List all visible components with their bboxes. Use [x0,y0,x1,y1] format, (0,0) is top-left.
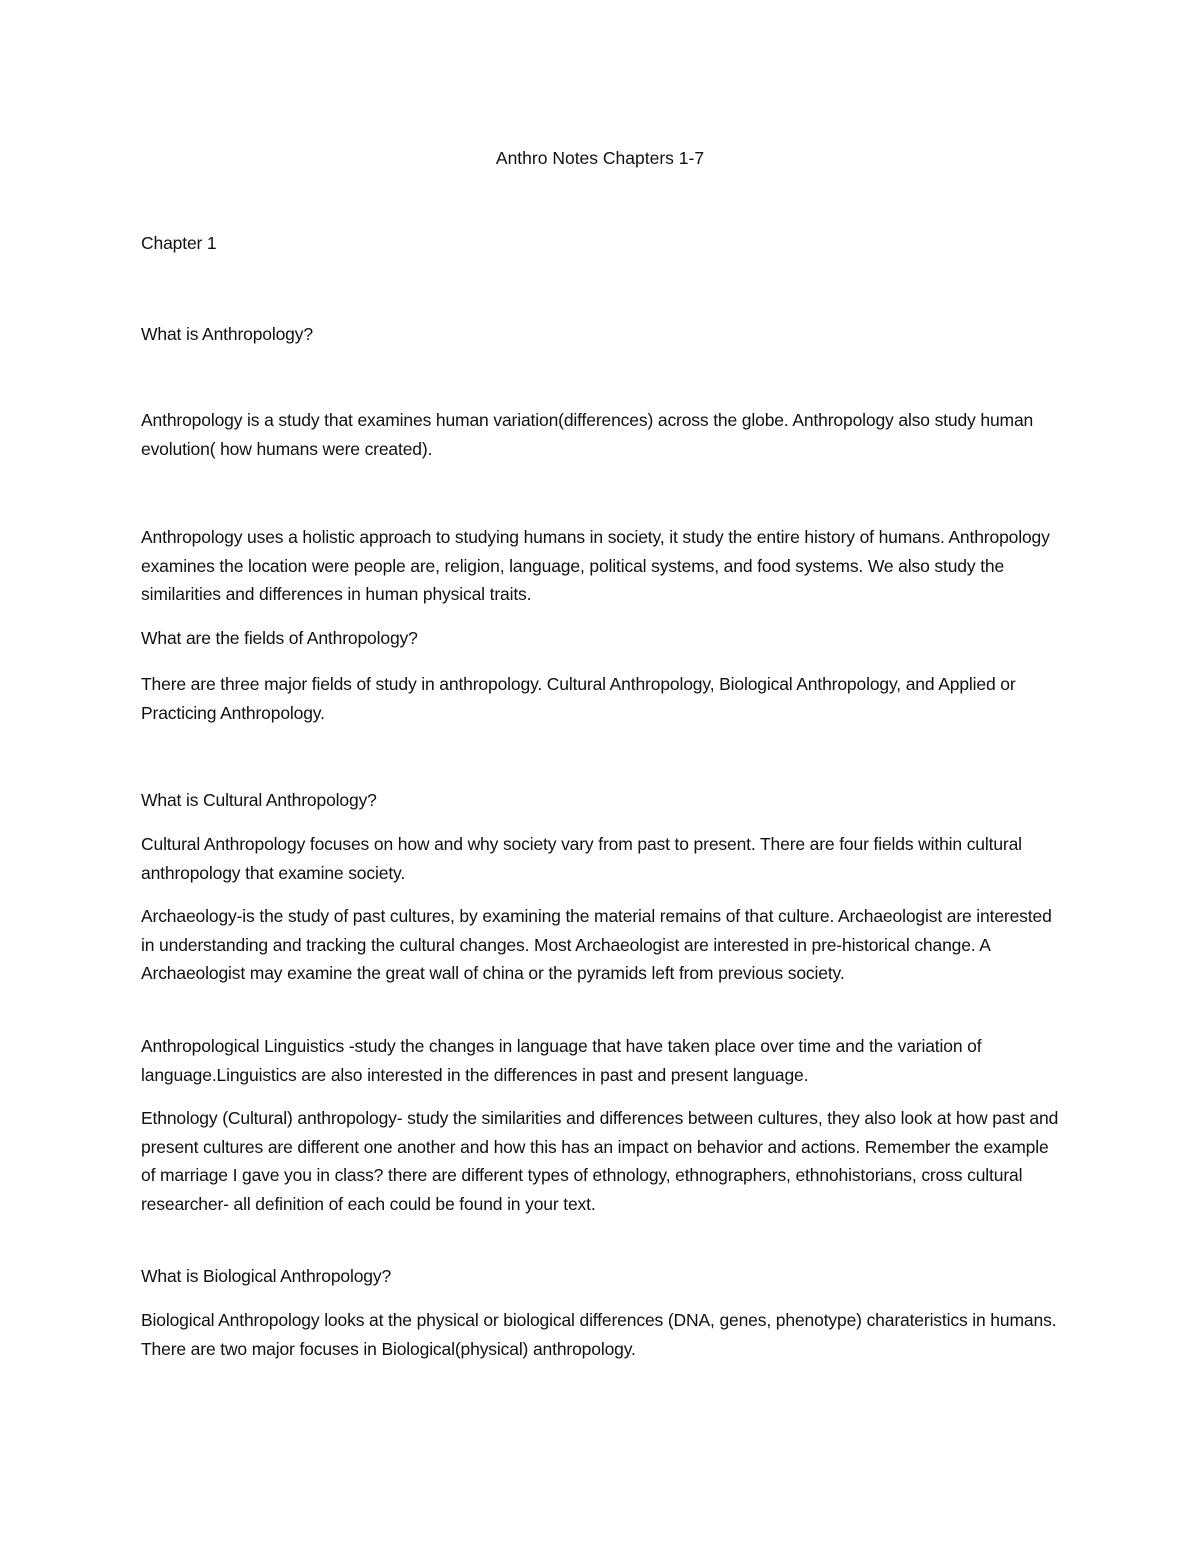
chapter-heading: Chapter 1 [141,233,217,253]
document-title: Anthro Notes Chapters 1-7 [495,148,705,168]
paragraph-biological-anthropology: Biological Anthropology looks at the physical or biological differences (DNA, genes, phenotype) charateristics in humans. There are two major focuses in Biological(physical) anthropology. [141,1310,1057,1359]
paragraph-archaeology: Archaeology-is the study of past cultures, by examining the material remains of that culture. Archaeologist are interested in understanding and tracking the cultural changes. Most Archaeologist are interested in pre-historical change. A Archaeologist may examine the great wall of china or the pyramids left from previous society. [141,906,1052,983]
question-biological-anthropology: What is Biological Anthropology? [141,1266,392,1286]
question-fields-of-anthropology: What are the fields of Anthropology? [141,628,418,648]
paragraph-ethnology: Ethnology (Cultural) anthropology- study the similarities and differences between cultures, they also look at how past and present cultures are different one another and how this has an impact on behavior and actions. Remember the example of marriage I gave you in class? there are different types of ethnology, ethnographers, ethnohistorians, cross cultural researcher- all definition of each could be found in your text. [141,1108,1059,1214]
paragraph-three-fields: There are three major fields of study in anthropology. Cultural Anthropology, Biological Anthropology, and Applied or Practicing Anthropology. [141,674,1016,723]
paragraph-holistic-approach: Anthropology uses a holistic approach to studying humans in society, it study the entire history of humans. Anthropology examines the location were people are, religion, language, political systems, and food systems. We also study the similarities and differences in human physical traits. [141,527,1050,604]
paragraph-cultural-anthropology: Cultural Anthropology focuses on how and why society vary from past to present. There are four fields within cultural anthropology that examine society. [141,834,1022,883]
question-what-is-anthropology: What is Anthropology? [141,324,313,344]
paragraph-linguistics: Anthropological Linguistics -study the changes in language that have taken place over time and the variation of language.Linguistics are also interested in the differences in past and present language. [141,1036,982,1085]
paragraph-anthropology-definition: Anthropology is a study that examines human variation(differences) across the globe. Anthropology also study human evolution( how humans were created). [141,410,1034,459]
question-cultural-anthropology: What is Cultural Anthropology? [141,790,377,810]
